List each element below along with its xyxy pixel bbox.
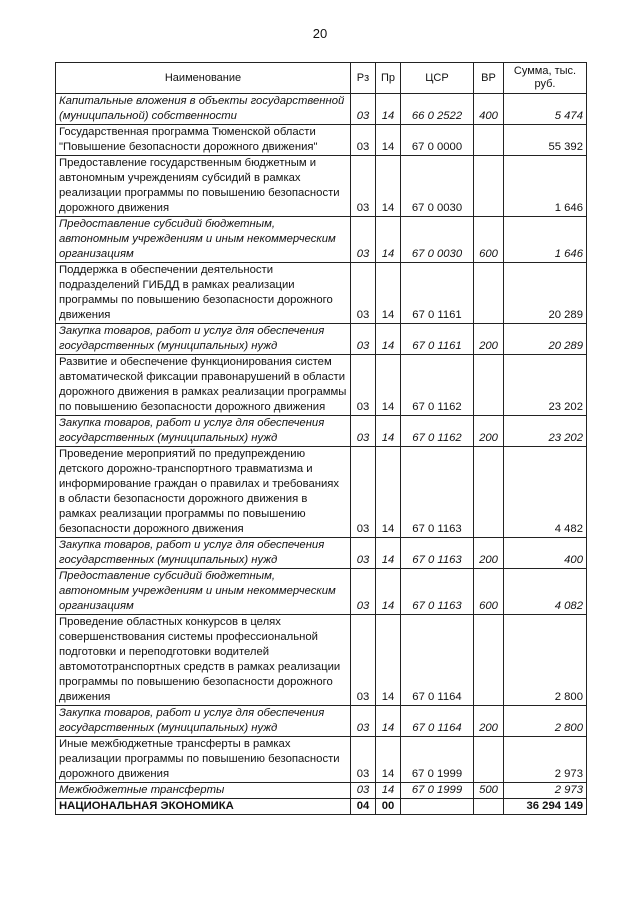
row-vr: 200	[474, 706, 504, 737]
row-vr	[474, 263, 504, 324]
row-name: Закупка товаров, работ и услуг для обеспечения государственных (муниципальных) нужд	[56, 706, 351, 737]
table-row	[56, 615, 587, 706]
header-name: Наименование	[56, 63, 351, 94]
row-vr	[474, 447, 504, 538]
table-row	[56, 447, 587, 538]
budget-table	[55, 62, 587, 815]
row-rz: 03	[351, 706, 376, 737]
table-row	[56, 538, 587, 569]
row-sum: 55 392	[504, 125, 587, 156]
row-csr: 67 0 1161	[401, 263, 474, 324]
row-name: Развитие и обеспечение функционирования систем автоматической фиксации правонарушений в области дорожного движения в рамках реализации программы по повышению безопасности дорожного движения	[56, 355, 351, 416]
row-name: Проведение областных конкурсов в целях совершенствования системы профессиональной подготовки и переподготовки водителей автомототранспортных средств в рамках реализации программы по повышению безопасности дорожного движения	[56, 615, 351, 706]
row-csr: 67 0 1164	[401, 615, 474, 706]
row-sum: 36 294 149	[504, 799, 587, 815]
table-row	[56, 706, 587, 737]
row-sum: 4 482	[504, 447, 587, 538]
row-vr: 200	[474, 324, 504, 355]
row-vr	[474, 737, 504, 783]
row-pr: 00	[376, 799, 401, 815]
row-vr: 500	[474, 783, 504, 799]
row-vr	[474, 615, 504, 706]
row-sum: 23 202	[504, 355, 587, 416]
row-csr: 67 0 1163	[401, 447, 474, 538]
row-rz: 03	[351, 355, 376, 416]
header-rz: Рз	[351, 63, 376, 94]
row-pr: 14	[376, 706, 401, 737]
row-sum: 2 973	[504, 783, 587, 799]
row-vr: 200	[474, 416, 504, 447]
row-rz: 03	[351, 447, 376, 538]
row-name: Проведение мероприятий по предупреждению детского дорожно-транспортного травматизма и информирование граждан о правилах и требованиях в области безопасности дорожного движения в рамках реализации программы по повышению безопасности дорожного движения	[56, 447, 351, 538]
table-row	[56, 783, 587, 799]
row-csr: 67 0 1163	[401, 569, 474, 615]
table-row	[56, 324, 587, 355]
row-rz: 03	[351, 615, 376, 706]
row-pr: 14	[376, 156, 401, 217]
row-name: Предоставление субсидий бюджетным, автономным учреждениям и иным некоммерческим организациям	[56, 217, 351, 263]
table-row-total	[56, 799, 587, 815]
row-csr: 67 0 1162	[401, 416, 474, 447]
table-header-row	[56, 63, 587, 94]
row-sum: 20 289	[504, 324, 587, 355]
page-number: 20	[312, 26, 328, 41]
table-row	[56, 156, 587, 217]
table-row	[56, 355, 587, 416]
row-name: Предоставление субсидий бюджетным, автономным учреждениям и иным некоммерческим организациям	[56, 569, 351, 615]
row-sum: 2 800	[504, 706, 587, 737]
row-pr: 14	[376, 94, 401, 125]
row-name: Закупка товаров, работ и услуг для обеспечения государственных (муниципальных) нужд	[56, 416, 351, 447]
row-pr: 14	[376, 447, 401, 538]
header-csr: ЦСР	[401, 63, 474, 94]
row-vr	[474, 799, 504, 815]
header-vr: ВР	[474, 63, 504, 94]
row-sum: 20 289	[504, 263, 587, 324]
row-rz: 03	[351, 217, 376, 263]
row-name: Поддержка в обеспечении деятельности подразделений ГИБДД в рамках реализации программы по повышению безопасности дорожного движения	[56, 263, 351, 324]
table-row	[56, 416, 587, 447]
row-pr: 14	[376, 324, 401, 355]
row-sum: 1 646	[504, 217, 587, 263]
table-row	[56, 217, 587, 263]
row-vr	[474, 156, 504, 217]
row-name: Государственная программа Тюменской области "Повышение безопасности дорожного движения"	[56, 125, 351, 156]
row-pr: 14	[376, 125, 401, 156]
header-sum: Сумма, тыс. руб.	[504, 63, 587, 94]
row-pr: 14	[376, 737, 401, 783]
row-rz: 03	[351, 783, 376, 799]
row-pr: 14	[376, 263, 401, 324]
table-row	[56, 263, 587, 324]
row-csr	[401, 799, 474, 815]
table-row	[56, 94, 587, 125]
row-rz: 03	[351, 737, 376, 783]
row-csr: 67 0 1162	[401, 355, 474, 416]
row-csr: 66 0 2522	[401, 94, 474, 125]
row-vr	[474, 125, 504, 156]
row-csr: 67 0 1164	[401, 706, 474, 737]
row-rz: 03	[351, 324, 376, 355]
row-name: Закупка товаров, работ и услуг для обеспечения государственных (муниципальных) нужд	[56, 324, 351, 355]
row-vr: 400	[474, 94, 504, 125]
row-sum: 1 646	[504, 156, 587, 217]
row-rz: 03	[351, 156, 376, 217]
row-rz: 03	[351, 263, 376, 324]
row-csr: 67 0 1999	[401, 737, 474, 783]
row-vr: 600	[474, 569, 504, 615]
row-name: НАЦИОНАЛЬНАЯ ЭКОНОМИКА	[56, 799, 351, 815]
row-rz: 03	[351, 538, 376, 569]
row-name: Закупка товаров, работ и услуг для обеспечения государственных (муниципальных) нужд	[56, 538, 351, 569]
row-csr: 67 0 1999	[401, 783, 474, 799]
table-row	[56, 125, 587, 156]
row-name: Межбюджетные трансферты	[56, 783, 351, 799]
row-sum: 2 800	[504, 615, 587, 706]
row-pr: 14	[376, 569, 401, 615]
table-row	[56, 569, 587, 615]
row-rz: 03	[351, 569, 376, 615]
row-csr: 67 0 1161	[401, 324, 474, 355]
row-name: Предоставление государственным бюджетным и автономным учреждениям субсидий в рамках реализации программы по повышению безопасности дорожного движения	[56, 156, 351, 217]
row-sum: 4 082	[504, 569, 587, 615]
row-rz: 03	[351, 125, 376, 156]
table-row	[56, 737, 587, 783]
row-csr: 67 0 1163	[401, 538, 474, 569]
row-csr: 67 0 0030	[401, 156, 474, 217]
row-name: Капитальные вложения в объекты государственной (муниципальной) собственности	[56, 94, 351, 125]
row-rz: 03	[351, 94, 376, 125]
header-pr: Пр	[376, 63, 401, 94]
row-pr: 14	[376, 538, 401, 569]
row-pr: 14	[376, 355, 401, 416]
row-pr: 14	[376, 783, 401, 799]
row-pr: 14	[376, 615, 401, 706]
row-vr: 200	[474, 538, 504, 569]
row-rz: 03	[351, 416, 376, 447]
row-sum: 5 474	[504, 94, 587, 125]
row-rz: 04	[351, 799, 376, 815]
row-csr: 67 0 0000	[401, 125, 474, 156]
row-csr: 67 0 0030	[401, 217, 474, 263]
row-sum: 400	[504, 538, 587, 569]
row-vr: 600	[474, 217, 504, 263]
row-pr: 14	[376, 416, 401, 447]
row-vr	[474, 355, 504, 416]
row-name: Иные межбюджетные трансферты в рамках реализации программы по повышению безопасности дорожного движения	[56, 737, 351, 783]
row-pr: 14	[376, 217, 401, 263]
row-sum: 23 202	[504, 416, 587, 447]
row-sum: 2 973	[504, 737, 587, 783]
